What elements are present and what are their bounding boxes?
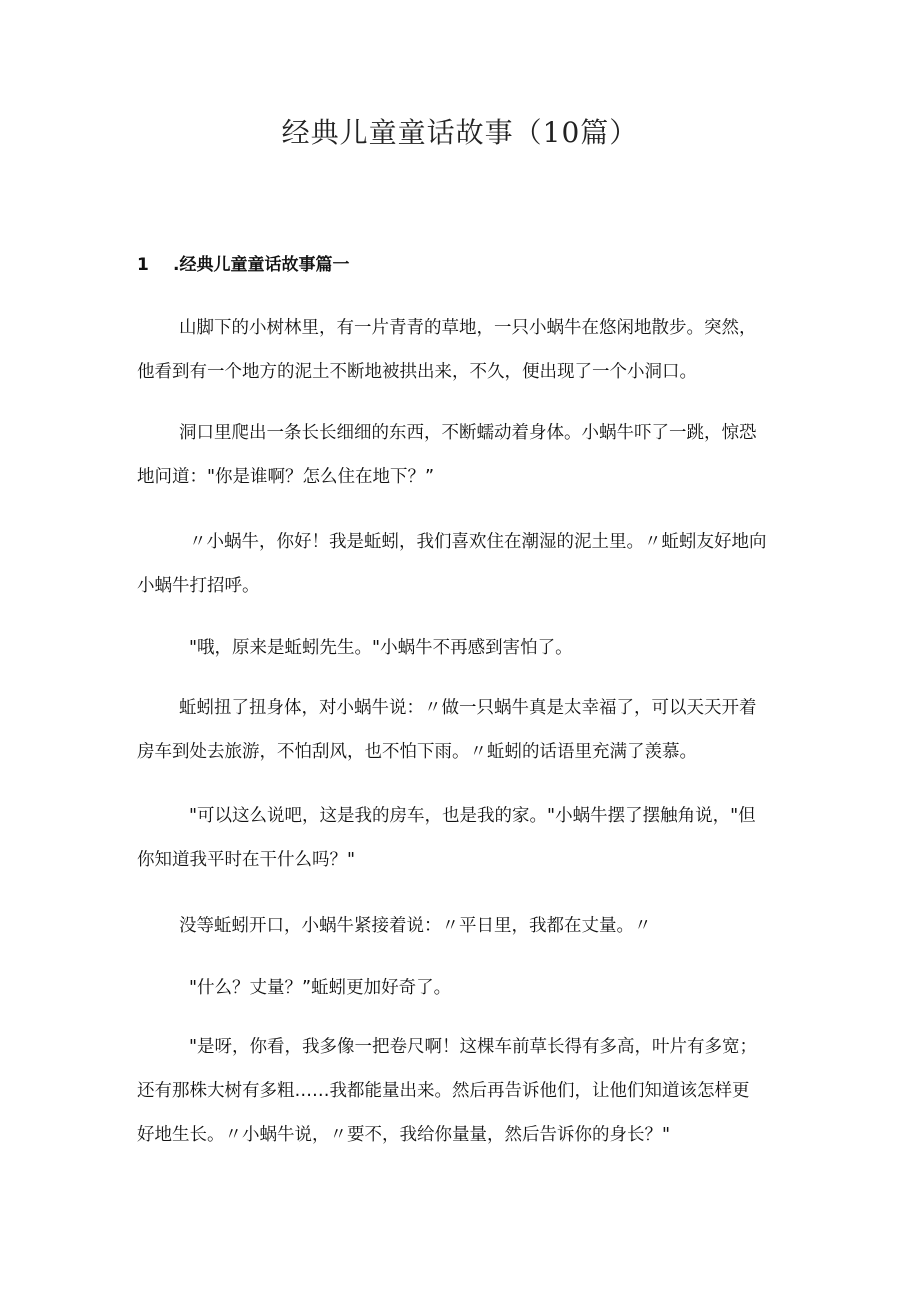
paragraph-9 — [137, 1025, 787, 1157]
paragraph-line: 洞口里爬出一条长长细细的东西，不断蠕动着身体。小蜗牛吓了一跳，惊恐 — [179, 423, 757, 443]
paragraph-line: 没等蚯蚓开口，小蜗牛紧接着说：〃平日里，我都在丈量。〃 — [179, 916, 652, 936]
paragraph-line: 蚯蚓扭了扭身体，对小蜗牛说：〃做一只蜗牛真是太幸福了，可以天天开着 — [179, 698, 757, 718]
paragraph-line: "哦，原来是蚯蚓先生。"小蜗牛不再感到害怕了。 — [189, 638, 573, 658]
section-heading — [137, 250, 349, 275]
paragraph-line: 〃小蜗牛，你好！我是蚯蚓，我们喜欢住在潮湿的泥土里。〃蚯蚓友好地向 — [189, 532, 767, 552]
paragraph-line: 小蜗牛打招呼。 — [137, 576, 260, 596]
paragraph-1 — [137, 306, 787, 394]
section-title: .经典儿童童话故事篇一 — [173, 255, 350, 275]
paragraph-line: "是呀，你看，我多像一把卷尺啊！这棵车前草长得有多高，叶片有多宽； — [189, 1037, 758, 1057]
paragraph-4 — [137, 626, 787, 670]
paragraph-line: 好地生长。〃小蜗牛说，〃要不，我给你量量，然后告诉你的身长？" — [137, 1125, 671, 1145]
paragraph-8 — [137, 966, 787, 1010]
paragraph-line: 山脚下的小树林里，有一片青青的草地，一只小蜗牛在悠闲地散步。突然， — [179, 318, 757, 338]
paragraph-line: 你知道我平时在干什么吗？" — [137, 850, 356, 870]
document-title: 经典儿童童话故事（10篇） — [281, 116, 639, 149]
paragraph-line: 还有那株大树有多粗……我都能量出来。然后再告诉他们，让他们知道该怎样更 — [137, 1081, 750, 1101]
paragraph-line: 他看到有一个地方的泥土不断地被拱出来，不久，便出现了一个小洞口。 — [137, 362, 697, 382]
paragraph-7 — [137, 904, 787, 948]
section-number: 1 — [137, 255, 149, 275]
paragraph-line: "可以这么说吧，这是我的房车，也是我的家。"小蜗牛摆了摆触角说，"但 — [189, 806, 756, 826]
paragraph-3 — [137, 520, 787, 608]
paragraph-2 — [137, 411, 787, 499]
paragraph-line: 房车到处去旅游，不怕刮风，也不怕下雨。〃蚯蚓的话语里充满了羡慕。 — [137, 742, 697, 762]
paragraph-line: "什么？丈量？”蚯蚓更加好奇了。 — [189, 978, 452, 998]
paragraph-6 — [137, 794, 787, 882]
paragraph-line: 地问道："你是谁啊？怎么住在地下？” — [137, 467, 435, 487]
paragraph-5 — [137, 686, 787, 774]
